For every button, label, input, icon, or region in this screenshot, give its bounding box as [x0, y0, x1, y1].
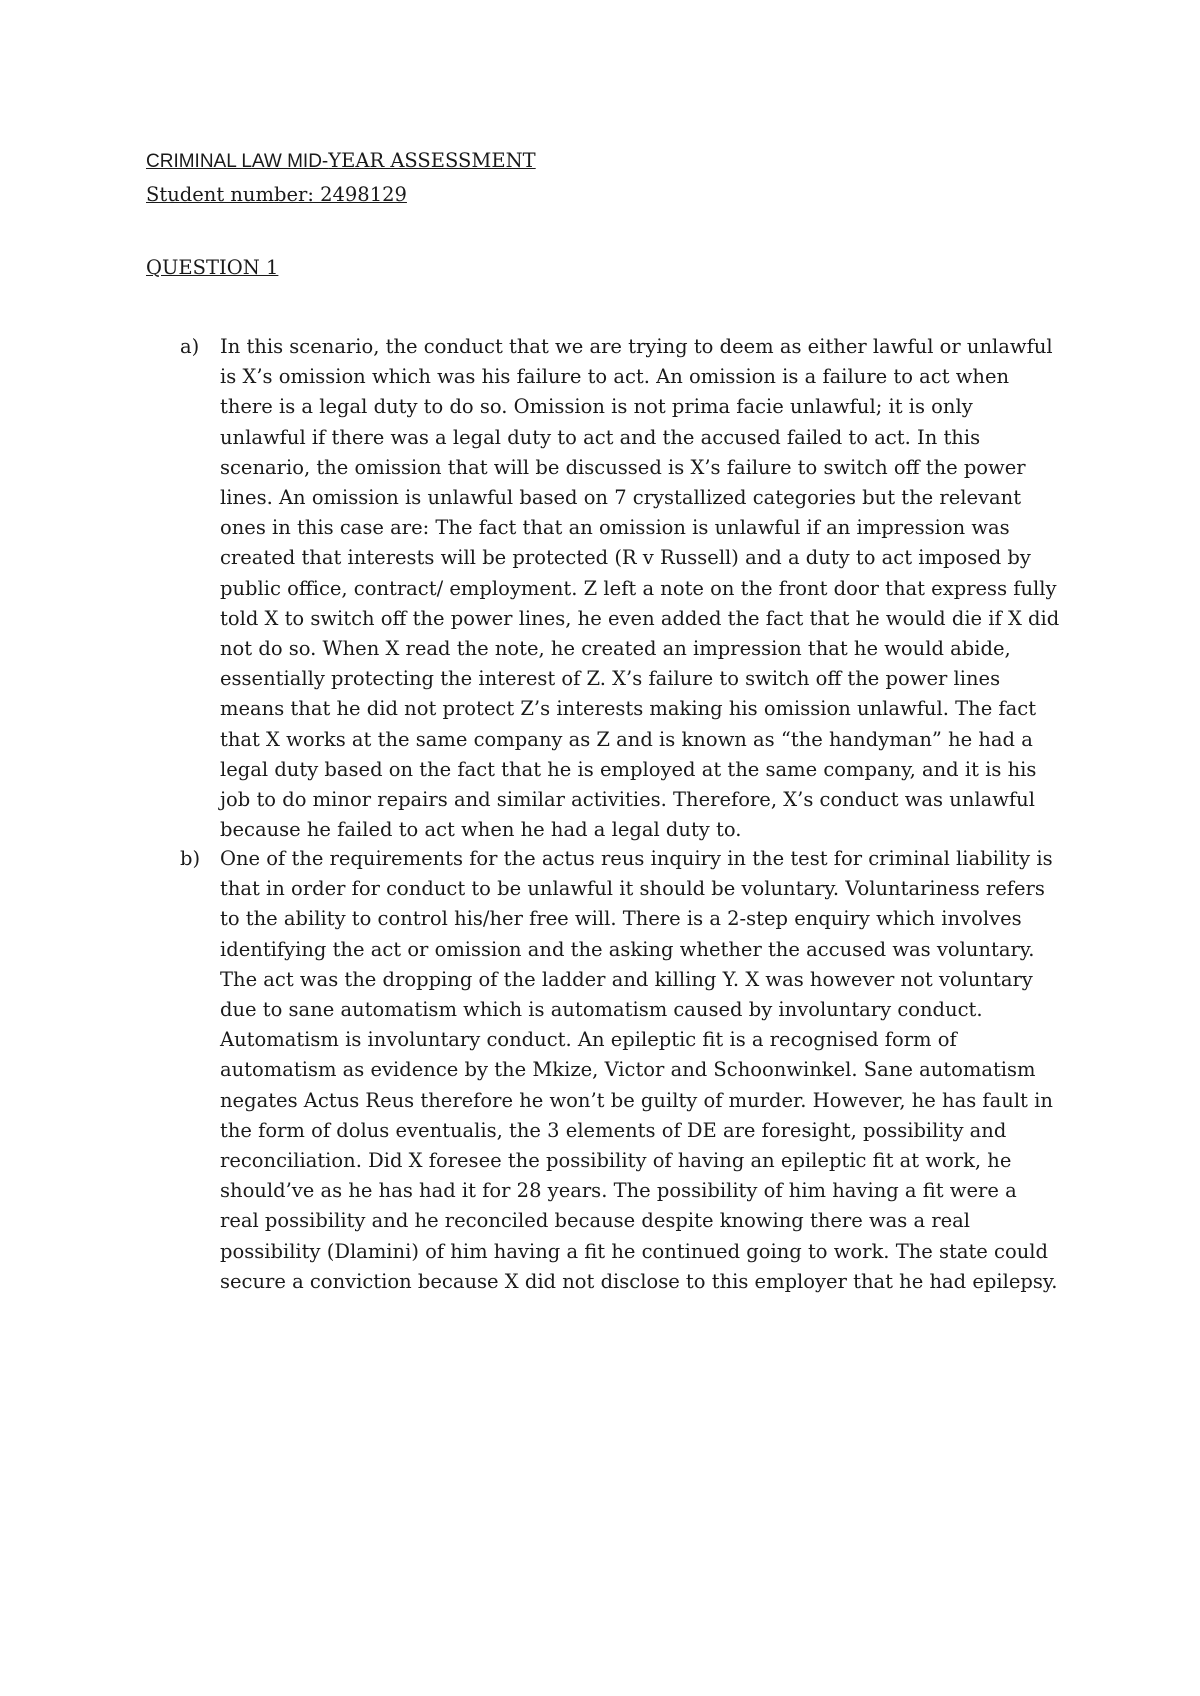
document-title [146, 148, 536, 175]
answer-a-text: In this scenario, the conduct that we are trying to deem as either lawful or unlawful is X’s omission which was his failure to act. An omission is a failure to act when there is a legal duty to do so. Omission is not prima facie unlawful; it is only unlawful if there was a legal duty to act and the accused failed to act. In this scenario, the omission that will be discussed is X’s failure to switch off the power lines. An omission is unlawful based on 7 crystallized categories but the relevant ones in this case are: The fact that an omission is unlawful if an impression was created that interests will be protected (R v Russell) and a duty to act imposed by public office, contract/ employment. Z left a note on the front door that express fully told X to switch off the power lines, he even added the fact that he would die if X did not do so. When X read the note, he created an impression that he would abide, essentially protecting the interest of Z. X’s failure to switch off the power lines means that he did not protect Z’s interests making his omission unlawful. The fact that X works at the same company as Z and is known as “the handyman” he had a legal duty based on the fact that he is employed at the same company, and it is his job to do minor repairs and similar activities. Therefore, X’s conduct was unlawful because he failed to act when he had a legal duty to. [220, 335, 1060, 842]
answer-b-marker: b) [180, 847, 201, 870]
question-heading: QUESTION 1 [146, 256, 279, 279]
answer-a [180, 332, 1060, 842]
answer-b [180, 844, 1060, 1324]
title-part-1: CRIMINAL LAW MID- [146, 151, 329, 172]
answer-a-marker: a) [180, 335, 200, 358]
student-number: Student number: 2498129 [146, 183, 407, 206]
title-part-2: YEAR ASSESSMENT [328, 149, 536, 172]
answer-b-text: One of the requirements for the actus reus inquiry in the test for criminal liability is that in order for conduct to be unlawful it should be voluntary. Voluntariness refers to the ability to control his/her free will. There is a 2-step enquiry which involves identifying the act or omission and the asking whether the accused was voluntary. The act was the dropping of the ladder and killing Y. X was however not voluntary due to sane automatism which is automatism caused by involuntary conduct. Automatism is involuntary conduct. An epileptic fit is a recognised form of automatism as evidence by the Mkize, Victor and Schoonwinkel. Sane automatism negates Actus Reus therefore he won’t be guilty of murder. However, he has fault in the form of dolus eventualis, the 3 elements of DE are foresight, possibility and reconciliation. Did X foresee the possibility of having an epileptic fit at work, he should’ve as he has had it for 28 years. The possibility of him having a fit were a real possibility and he reconciled because despite knowing there was a real possibility (Dlamini) of him having a fit he continued going to work. The state could secure a conviction because X did not disclose to this employer that he had epilepsy. [220, 847, 1058, 1293]
